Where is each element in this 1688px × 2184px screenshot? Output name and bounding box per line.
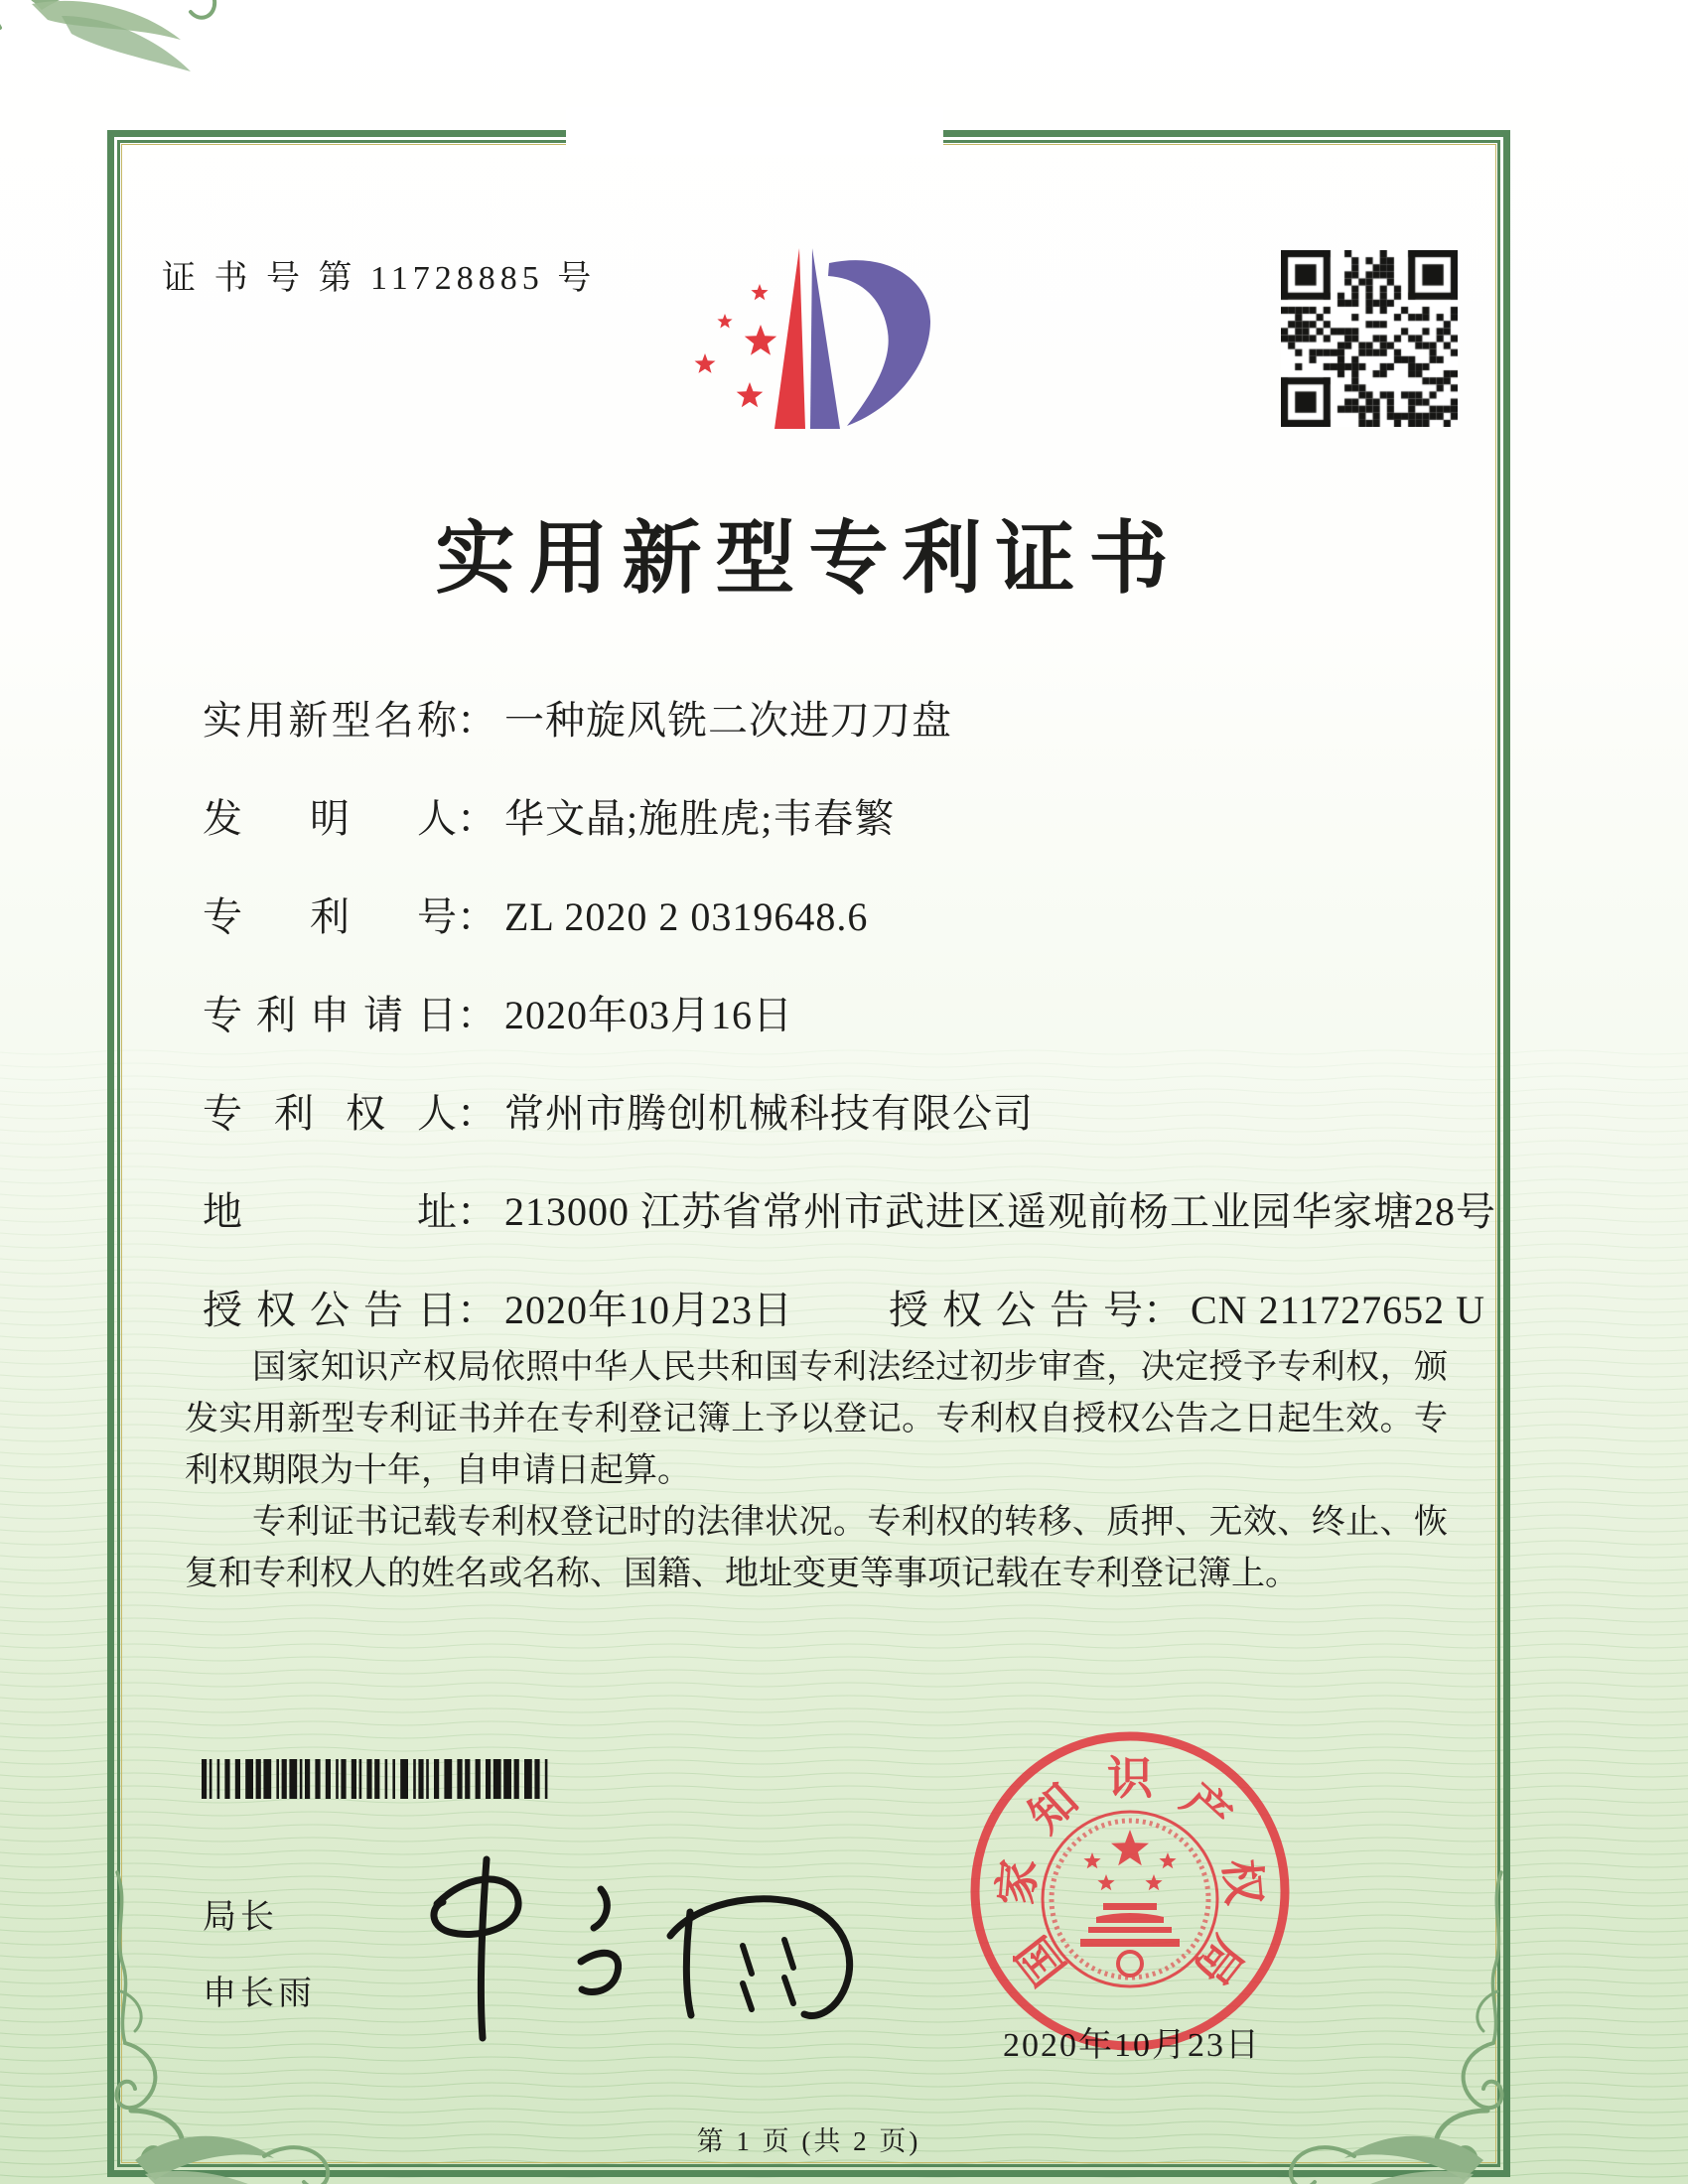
field-label: 专利权人 <box>203 1091 457 1136</box>
logo-star <box>737 382 764 407</box>
field-row-filing-date <box>203 984 793 1040</box>
field-label: 实用新型名称 <box>203 698 457 743</box>
director-name: 申长雨 <box>203 1976 316 2012</box>
legal-paragraph-2: 专利证书记载专利权登记时的法律状况。专利权的转移、质押、无效、终止、恢复和专利权人的姓名或名称、国籍、地址变更等事项记载在专利登记簿上。 <box>185 1504 1448 1592</box>
svg-text:权: 权 <box>1214 1856 1270 1907</box>
qr-code <box>1281 250 1458 427</box>
field-label: 地址 <box>203 1189 457 1234</box>
field-row-name <box>203 689 952 746</box>
field-colon: ： <box>457 894 496 939</box>
field-label: 发明人 <box>203 796 457 841</box>
cnipa-logo <box>683 238 933 437</box>
svg-text:识: 识 <box>1107 1753 1153 1804</box>
logo-p-bowl <box>828 260 930 426</box>
field-value: 华文晶;施胜虎;韦春繁 <box>504 796 896 841</box>
field-row-patentee <box>203 1082 1034 1139</box>
field-label: 专利号 <box>203 894 457 939</box>
field-colon: ： <box>1143 1288 1183 1332</box>
director-title: 局长 <box>203 1899 278 1936</box>
field-colon: ： <box>457 1189 496 1234</box>
field-value: 常州市腾创机械科技有限公司 <box>504 1091 1034 1136</box>
svg-text:国: 国 <box>1007 1927 1075 1994</box>
svg-text:知: 知 <box>1019 1774 1088 1843</box>
official-seal <box>961 1722 1299 2060</box>
legal-paragraph-1: 国家知识产权局依照中华人民共和国专利法经过初步审查，决定授予专利权，颁发实用新型专利证书并在专利登记簿上予以登记。专利权自授权公告之日起生效。专利权期限为十年，自申请日起算。 <box>185 1349 1448 1489</box>
field-value: 2020年10月23日 <box>504 1288 793 1332</box>
field-colon: ： <box>457 1288 496 1332</box>
director-signature <box>377 1835 874 2063</box>
field-row-grant <box>203 1279 1485 1335</box>
svg-text:产: 产 <box>1172 1774 1241 1843</box>
page-number-footer: 第 1 页 (共 2 页) <box>696 2126 921 2156</box>
national-emblem <box>1043 1812 1217 1986</box>
field-value: CN 211727652 U <box>1191 1288 1485 1332</box>
seal-date: 2020年10月23日 <box>1003 2027 1261 2064</box>
field-label: 授权公告号 <box>889 1288 1143 1332</box>
pair-grant-date <box>203 1288 793 1332</box>
field-value: 2020年03月16日 <box>504 993 793 1037</box>
field-row-inventor <box>203 787 895 844</box>
legal-text <box>185 1342 1448 1600</box>
field-row-address <box>203 1180 1496 1237</box>
svg-text:局: 局 <box>1185 1927 1253 1994</box>
field-label: 授权公告日 <box>203 1288 457 1332</box>
field-value: 一种旋风铣二次进刀刀盘 <box>504 698 952 743</box>
logo-star <box>745 325 776 355</box>
barcode <box>202 1759 559 1799</box>
seal-ring-text <box>991 1753 1270 1994</box>
pair-grant-number <box>889 1288 1485 1332</box>
field-label: 专利申请日 <box>203 993 457 1037</box>
field-value: 213000 江苏省常州市武进区遥观前杨工业园华家塘28号 <box>504 1189 1496 1234</box>
logo-star <box>695 353 716 373</box>
field-colon: ： <box>457 993 496 1037</box>
field-colon: ： <box>457 796 496 841</box>
svg-text:家: 家 <box>990 1856 1046 1907</box>
field-value: ZL 2020 2 0319648.6 <box>504 894 869 939</box>
field-colon: ： <box>457 698 496 743</box>
logo-star <box>717 314 732 329</box>
field-colon: ： <box>457 1091 496 1136</box>
logo-star <box>751 284 768 300</box>
field-row-patent-no <box>203 886 868 942</box>
certificate-number: 证 书 号 第 11728885 号 <box>162 260 597 297</box>
certificate-title: 实用新型专利证书 <box>435 516 1183 604</box>
logo-red-wedge <box>774 248 805 429</box>
